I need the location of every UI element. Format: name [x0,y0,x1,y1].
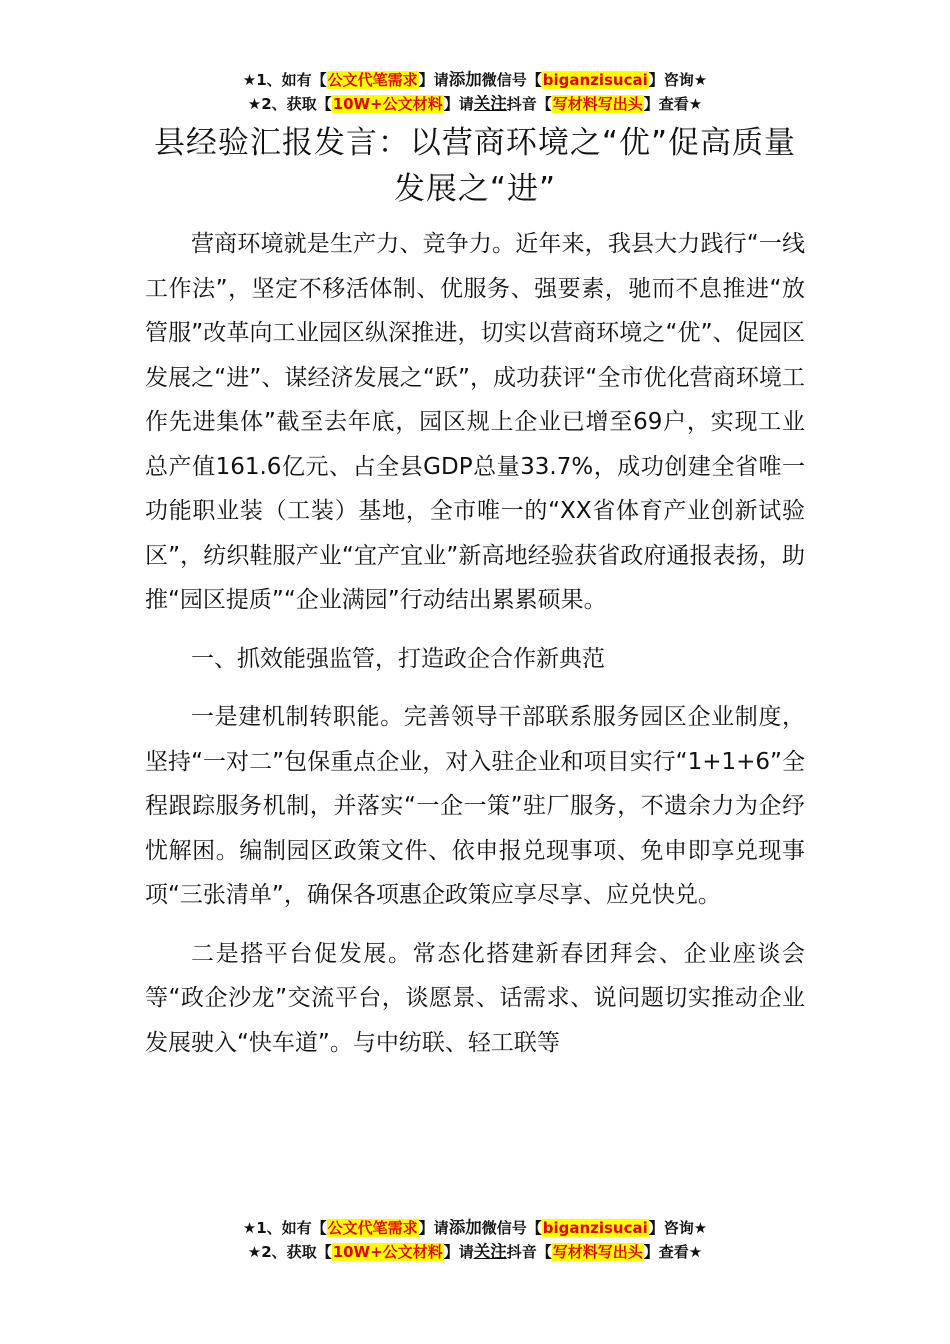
document-body [145,222,805,1079]
footer-highlight-materials: 10W+公文材料 [332,1243,443,1261]
footer-highlight-wechat-id: biganzisucai [542,1219,648,1237]
paragraph-intro: 营商环境就是生产力、竞争力。近年来，我县大力践行“一线工作法”，坚定不移活体制、优服务、强要素，驰而不息推进“放管服”改革向工业园区纵深推进，切实以营商环境之“优”、促园区发展之“进”、谋经济发展之“跃”，成功获评“全市优化营商环境工作先进集体”截至去年底，园区规上企业已增至69户，实现工业总产值161.6亿元、占全县GDP总量33.7%，成功创建全省唯一功能职业装（工装）基地，全市唯一的“XX省体育产业创新试验区”，纺织鞋服产业“宜产宜业”新高地经验获省政府通报表扬，助推“园区提质”“企业满园”行动结出累累硕果。 [145,231,805,613]
footer-line-1: ★1、如有【公文代笔需求】请添加微信号【biganzisucai】咨询★ [242,1218,708,1237]
document-title: 县经验汇报发言：以营商环境之“优”促高质量发展之“进” [153,125,797,207]
section-heading-1: 一、抓效能强监管，打造政企合作新典范 [191,645,605,672]
highlight-douyin-id: 写材料写出头 [552,95,643,113]
banner-line-1: ★1、如有【公文代笔需求】请添加微信号【biganzisucai】咨询★ [242,70,708,89]
highlight-service: 公文代笔需求 [327,71,418,89]
footer-line-2: ★2、获取【10W+公文材料】请关注抖音【写材料写出头】查看★ [247,1242,703,1261]
paragraph-platform: 二是搭平台促发展。常态化搭建新春团拜会、企业座谈会等“政企沙龙”交流平台，谈愿景、话需求、说问题切实推动企业发展驶入“快车道”。与中纺联、轻工联等 [145,940,805,1056]
footer-highlight-douyin-id: 写材料写出头 [552,1243,643,1261]
paragraph-mechanism: 一是建机制转职能。完善领导干部联系服务园区企业制度，坚持“一对二”包保重点企业，对入驻企业和项目实行“1+1+6”全程跟踪服务机制，并落实“一企一策”驻厂服务，不遗余力为企纾忧解困。编制园区政策文件、依申报兑现事项、免申即享兑现事项“三张清单”，确保各项惠企政策应享尽享、应兑快兑。 [145,704,805,908]
header-banner [0,68,950,116]
highlight-wechat-id: biganzisucai [542,71,648,89]
footer-highlight-service: 公文代笔需求 [327,1219,418,1237]
footer-banner [0,1216,950,1264]
banner-line-2: ★2、获取【10W+公文材料】请关注抖音【写材料写出头】查看★ [247,94,703,113]
highlight-materials: 10W+公文材料 [332,95,443,113]
